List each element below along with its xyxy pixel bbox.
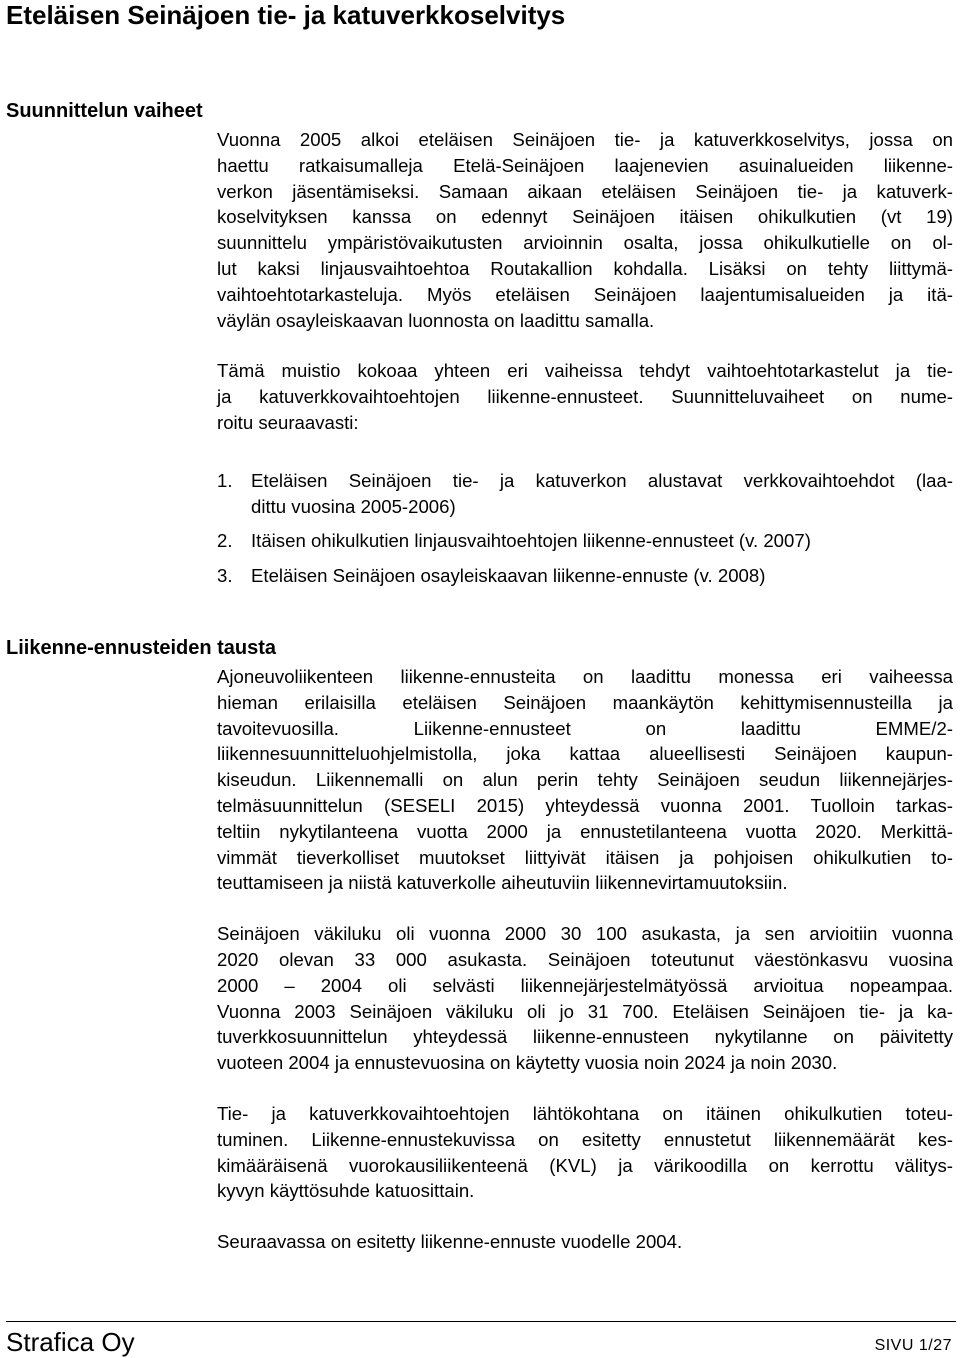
- text-line: Ajoneuvoliikenteen liikenne-ennusteita on laadittu monessa eri vaiheessa: [217, 666, 953, 687]
- list-item: [217, 528, 953, 554]
- text-line: tuminen. Liikenne-ennustekuvissa on esitetty ennustetut liikennemäärät kes-: [217, 1128, 953, 1150]
- text-line: tavoitevuosilla. Liikenne-ennusteet on laadittu EMME/2-: [217, 717, 953, 739]
- text-line: väylän osayleiskaavan luonnosta on laadittu samalla.: [217, 309, 655, 331]
- text-line: 2020 olevan 33 000 asukasta. Seinäjoen toteutunut väestönkasvu vuosina: [217, 948, 953, 970]
- text-line: Eteläisen Seinäjoen osayleiskaavan liikenne-ennuste (v. 2008): [251, 565, 766, 587]
- footer-page-number: SIVU 1/27: [874, 1337, 952, 1354]
- text-line: verkon jäsentämiseksi. Samaan aikaan eteläisen Seinäjoen tie- ja katuverk-: [217, 180, 953, 202]
- text-line: roitu seuraavasti:: [217, 411, 359, 433]
- text-line: kiseudun. Liikennemalli on alun perin tehty Seinäjoen seudun liikennejärjes-: [217, 769, 953, 791]
- section1-paragraph-1: [217, 127, 953, 333]
- list-number: 3.: [217, 565, 233, 587]
- section2-paragraph-3: [217, 1101, 953, 1204]
- text-line: vaihtoehtotarkasteluja. Myös eteläisen Seinäjoen laajentumisalueiden ja itä-: [217, 283, 953, 305]
- page-title: Eteläisen Seinäjoen tie- ja katuverkkoselvitys: [6, 0, 566, 30]
- text-line: Seuraavassa on esitetty liikenne-ennuste vuodelle 2004.: [217, 1231, 683, 1253]
- text-line: 2000 – 2004 oli selvästi liikennejärjestelmätyössä arvioitua nopeampaa.: [217, 974, 953, 996]
- text-line: ja katuverkkovaihtoehtojen liikenne-ennusteet. Suunnitteluvaiheet on nume-: [217, 386, 953, 408]
- section2-paragraph-4: [217, 1229, 953, 1255]
- footer-divider: [6, 1321, 956, 1322]
- list-number: 1.: [217, 469, 233, 491]
- list-item: [217, 563, 953, 589]
- list-number: 2.: [217, 530, 233, 552]
- section-heading-liikenne-ennusteiden-tausta: Liikenne-ennusteiden tausta: [6, 637, 277, 659]
- text-line: liikennesuunnitteluohjelmistolla, joka kattaa alueellisesti Seinäjoen kaupun-: [217, 743, 953, 765]
- text-line: Itäisen ohikulkutien linjausvaihtoehtojen liikenne-ennusteet (v. 2007): [251, 530, 811, 552]
- text-line: vimmät tieverkolliset muutokset liittyivät itäisen ja pohjoisen ohikulkutien to-: [217, 846, 953, 868]
- text-line: Eteläisen Seinäjoen tie- ja katuverkon alustavat verkkovaihtoehdot (laa-: [251, 469, 953, 491]
- text-line: dittu vuosina 2005-2006): [251, 495, 456, 517]
- text-line: vuoteen 2004 ja ennustevuosina on käytetty vuosia noin 2024 ja noin 2030.: [217, 1052, 838, 1074]
- text-line: kyvyn käyttösuhde katuosittain.: [217, 1180, 475, 1202]
- text-line: lut kaksi linjausvaihtoehtoa Routakallion kohdalla. Lisäksi on tehty liittymä-: [217, 257, 953, 279]
- text-line: teltiin nykytilanteena vuotta 2000 ja ennustetilanteena vuotta 2020. Merkittä-: [217, 820, 953, 842]
- text-line: teuttamiseen ja niistä katuverkolle aiheutuviin liikennevirtamuutoksiin.: [217, 872, 788, 894]
- text-line: kimääräisenä vuorokausiliikenteenä (KVL) ja värikoodilla on kerrottu välitys-: [217, 1154, 953, 1176]
- section2-body: [217, 664, 953, 1255]
- text-line: koselvityksen kanssa on edennyt Seinäjoen itäisen ohikulkutien (vt 19): [217, 206, 953, 228]
- section1-body: [217, 127, 953, 589]
- text-line: Tie- ja katuverkkovaihtoehtojen lähtökohtana on itäinen ohikulkutien toteu-: [217, 1102, 953, 1124]
- text-line: Seinäjoen väkiluku oli vuonna 2000 30 100 asukasta, ja sen arvioitiin vuonna: [217, 923, 953, 945]
- text-line: haettu ratkaisumalleja Etelä-Seinäjoen laajenevien asuinalueiden liikenne-: [217, 154, 953, 176]
- footer-company-name: Strafica Oy: [6, 1327, 135, 1357]
- text-line: suunnittelu ympäristövaikutusten arvioinnin osalta, jossa ohikulkutielle on ol-: [217, 232, 953, 254]
- section2-paragraph-1: [217, 664, 953, 896]
- text-line: Vuonna 2005 alkoi eteläisen Seinäjoen tie- ja katuverkkoselvitys, jossa on: [217, 129, 953, 150]
- section2-paragraph-2: [217, 921, 953, 1076]
- list-item: [217, 468, 953, 520]
- text-line: tuverkkosuunnittelun yhteydessä liikenne-ennusteen nykytilanne on päivitetty: [217, 1026, 953, 1048]
- text-line: hieman erilaisilla eteläisen Seinäjoen maankäytön kehittymisennusteilla ja: [217, 691, 953, 713]
- text-line: Vuonna 2003 Seinäjoen väkiluku oli jo 31 700. Eteläisen Seinäjoen tie- ja ka-: [217, 1000, 953, 1022]
- section-heading-suunnittelun-vaiheet: Suunnittelun vaiheet: [6, 100, 203, 122]
- section1-paragraph-2: [217, 358, 953, 435]
- text-line: Tämä muistio kokoaa yhteen eri vaiheissa tehdyt vaihtoehtotarkastelut ja tie-: [217, 360, 953, 382]
- text-line: telmäsuunnittelun (SESELI 2015) yhteydessä vuonna 2001. Tuolloin tarkas-: [217, 794, 953, 816]
